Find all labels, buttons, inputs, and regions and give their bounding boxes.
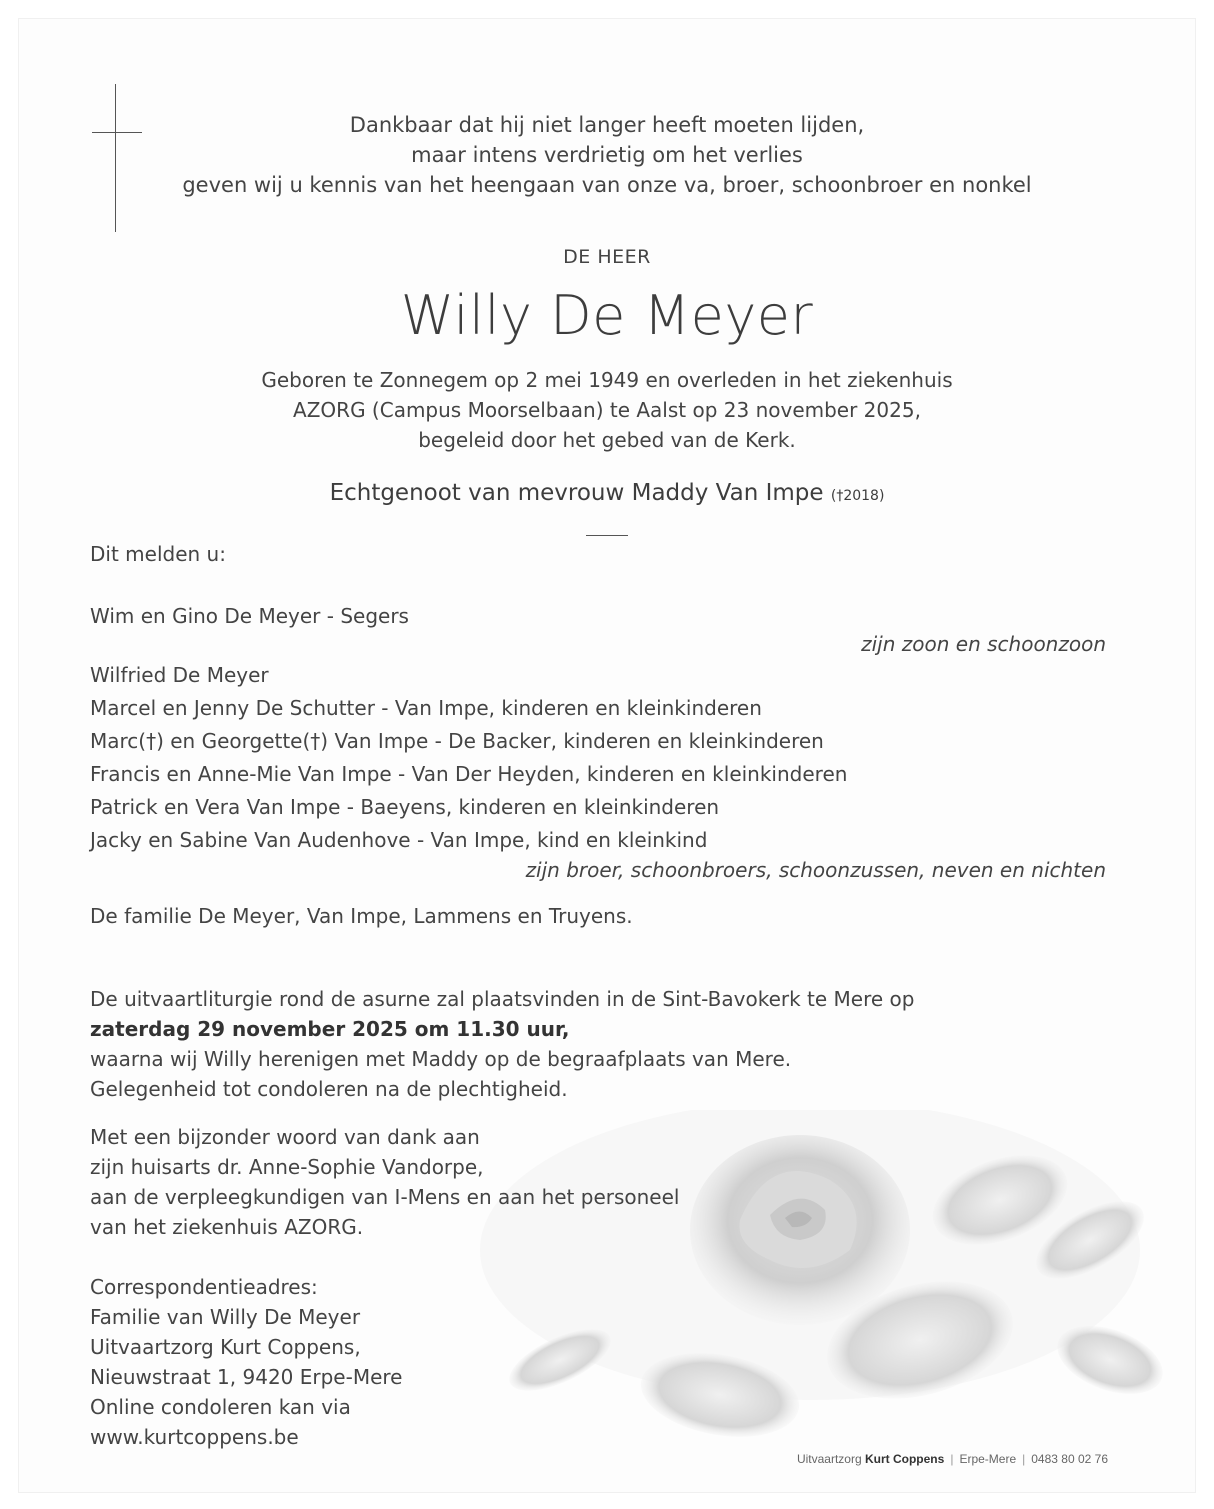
spouse-death-note: (†2018) <box>830 488 885 504</box>
footer-prefix: Uitvaartzorg <box>796 1452 862 1466</box>
thanks-line: Met een bijzonder woord van dank aan <box>90 1125 480 1149</box>
funeral-date: zaterdag 29 november 2025 om 11.30 uur, <box>90 1017 570 1041</box>
son-relation: zijn zoon en schoonzoon <box>861 632 1106 656</box>
deceased-name: Willy De Meyer <box>400 284 814 347</box>
title-prefix: DE HEER <box>563 246 651 268</box>
correspondence-address <box>90 1272 402 1452</box>
families-line: De familie De Meyer, Van Impe, Lammens en Truyens. <box>90 904 633 928</box>
thanks-text <box>90 1122 679 1242</box>
birth-line: Geboren te Zonnegem op 2 mei 1949 en overleden in het ziekenhuis <box>261 368 953 392</box>
address-line: Uitvaartzorg Kurt Coppens, <box>90 1335 361 1359</box>
birth-details <box>0 365 1214 455</box>
birth-line: begeleid door het gebed van de Kerk. <box>418 428 796 452</box>
intro-line: maar intens verdrietig om het verlies <box>411 143 803 167</box>
birth-line: AZORG (Campus Moorselbaan) te Aalst op 23 november 2025, <box>293 398 921 422</box>
thanks-line: zijn huisarts dr. Anne-Sophie Vandorpe, <box>90 1155 484 1179</box>
footer-company: Kurt Coppens <box>864 1452 945 1466</box>
spouse-text: Echtgenoot van mevrouw Maddy Van Impe <box>329 480 824 506</box>
address-line: Nieuwstraat 1, 9420 Erpe-Mere <box>90 1365 403 1389</box>
funeral-details <box>90 984 914 1104</box>
funeral-line: De uitvaartliturgie rond de asurne zal plaatsvinden in de Sint-Bavokerk te Mere op <box>90 987 915 1011</box>
spouse-line <box>0 480 1214 506</box>
list-item: Patrick en Vera Van Impe - Baeyens, kinderen en kleinkinderen <box>90 795 720 819</box>
list-item: Marcel en Jenny De Schutter - Van Impe, kinderen en kleinkinderen <box>90 696 762 720</box>
address-line: Correspondentieadres: <box>90 1275 318 1299</box>
intro-line: Dankbaar dat hij niet langer heeft moeten lijden, <box>349 113 865 137</box>
website-link[interactable]: www.kurtcoppens.be <box>90 1425 299 1449</box>
son-line: Wim en Gino De Meyer - Segers <box>90 604 409 628</box>
funeral-line: waarna wij Willy herenigen met Maddy op de begraafplaats van Mere. <box>90 1047 792 1071</box>
list-item: Francis en Anne-Mie Van Impe - Van Der Heyden, kinderen en kleinkinderen <box>90 762 848 786</box>
intro-line: geven wij u kennis van het heengaan van onze va, broer, schoonbroer en nonkel <box>182 173 1032 197</box>
siblings-list <box>90 659 847 857</box>
intro-text <box>0 110 1214 200</box>
footer-credit: Uitvaartzorg Kurt Coppens | Erpe-Mere | 0483 80 02 76 <box>796 1452 1108 1466</box>
announce-label: Dit melden u: <box>90 542 226 566</box>
thanks-line: aan de verpleegkundigen van I-Mens en aan het personeel <box>90 1185 680 1209</box>
address-line: Familie van Willy De Meyer <box>90 1305 361 1329</box>
funeral-line: Gelegenheid tot condoleren na de plechtigheid. <box>90 1077 568 1101</box>
list-item: Marc(†) en Georgette(†) Van Impe - De Backer, kinderen en kleinkinderen <box>90 729 824 753</box>
footer-place: Erpe-Mere <box>959 1452 1017 1466</box>
address-line: Online condoleren kan via <box>90 1395 351 1419</box>
footer-phone: 0483 80 02 76 <box>1031 1452 1108 1466</box>
siblings-relation: zijn broer, schoonbroers, schoonzussen, neven en nichten <box>525 858 1106 882</box>
list-item: Wilfried De Meyer <box>90 663 269 687</box>
list-item: Jacky en Sabine Van Audenhove - Van Impe, kind en kleinkind <box>90 828 708 852</box>
section-divider <box>586 535 628 536</box>
thanks-line: van het ziekenhuis AZORG. <box>90 1215 364 1239</box>
